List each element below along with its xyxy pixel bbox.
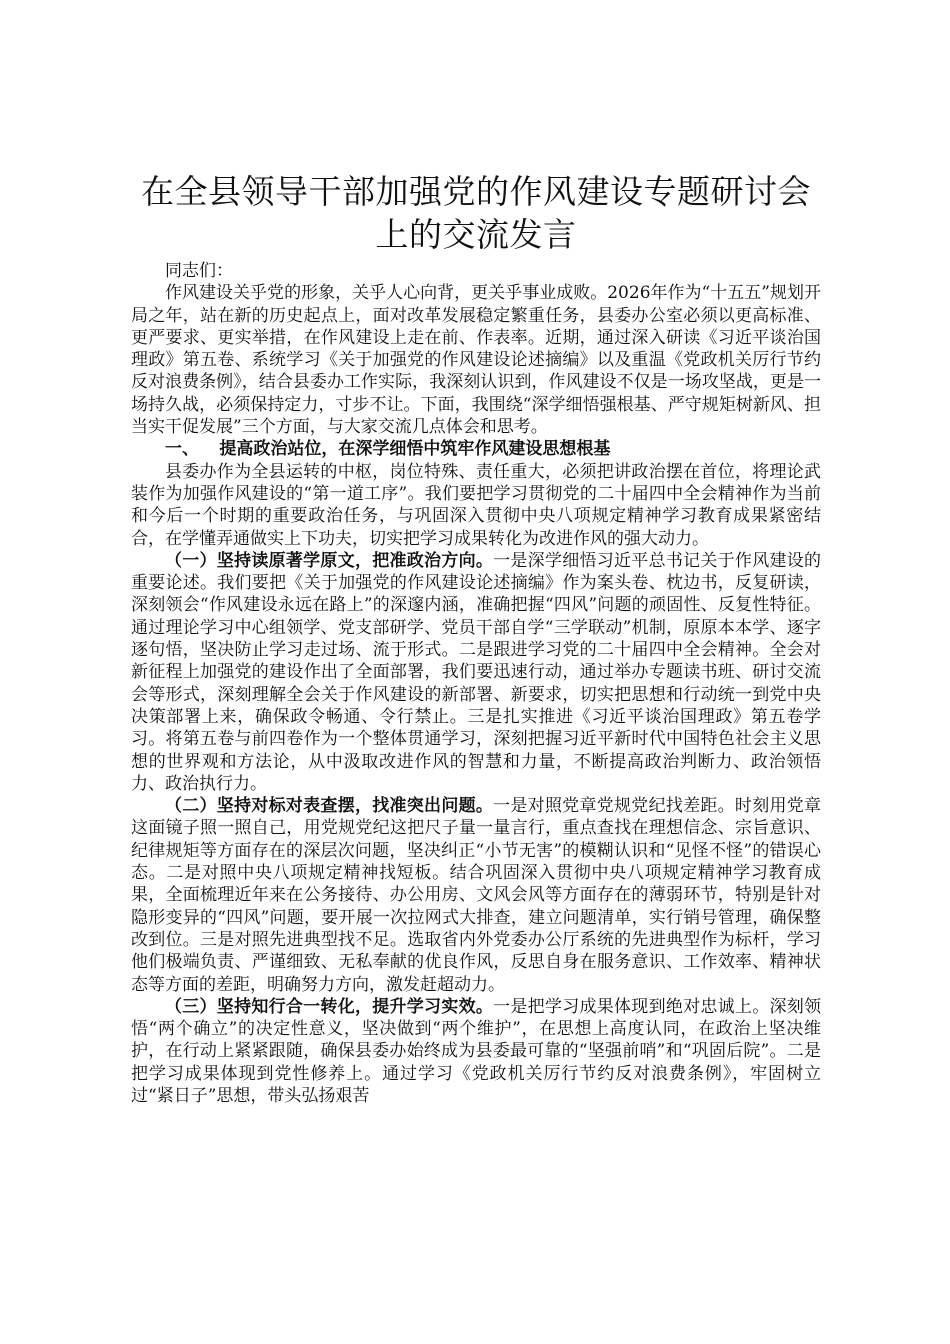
section-heading-1 [131,438,821,460]
document-page [131,170,821,1107]
subsection-2-body: 一是对照党章党规党纪找差距。时刻用党章这面镜子照一照自己，用党规党纪这把尺子量一量言行，重点查找在理想信念、宗旨意识、纪律规矩等方面存在的深层次问题，坚决纠正“小节无害”的模糊认识和“见怪不怪”的错误心态。二是对照中央八项规定精神找短板。结合巩固深入贯彻中央八项规定精神学习教育成果，全面梳理近年来在公务接待、办公用房、文风会风等方面存在的薄弱环节，特别是针对隐形变异的“四风”问题，要开展一次拉网式大排查，建立问题清单，实行销号管理，确保整改到位。三是对照先进典型找不足。选取省内外党委办公厅系统的先进典型作为标杆，学习他们极端负责、严谨细致、无私奉献的优良作风，反思自身在服务意识、工作效率、精神状态等方面的差距，明确努力方向，激发赶超动力。 [131,796,822,995]
salutation: 同志们： [165,261,233,281]
section-number: 一、 [165,439,199,460]
subsection-1-body: 一是深学细悟习近平总书记关于作风建设的重要论述。我们要把《关于加强党的作风建设论述摘编》作为案头卷、枕边书，反复研读，深刻领会“作风建设永远在路上”的深邃内涵，准确把握“四风”问题的顽固性、反复性特征。通过理论学习中心组领学、党支部研学、党员干部自学“三学联动”机制，原原本本学、逐字逐句悟，坚决防止学习走过场、流于形式。二是跟进学习党的二十届四中全会精神。全会对新征程上加强党的建设作出了全面部署，我们要迅速行动，通过举办专题读书班、研讨交流会等形式，深刻理解全会关于作风建设的新部署、新要求，切实把思想和行动统一到党中央决策部署上来，确保政令畅通、令行禁止。三是扎实推进《习近平谈治国理政》第五卷学习。将第五卷与前四卷作为一个整体贯通学习，深刻把握习近平新时代中国特色社会主义思想的世界观和方法论，从中汲取改进作风的智慧和力量，不断提高政治判断力、政治领悟力、政治执行力。 [131,550,822,794]
subsection-1-lead: （一）坚持读原著学原文，把准政治方向。 [165,550,494,571]
subsection-3-lead: （三）坚持知行合一转化，提升学习实效。 [165,996,494,1017]
subsection-2-paragraph [131,795,821,996]
intro-paragraph: 作风建设关乎党的形象，关乎人心向背，更关乎事业成败。2026年作为“十五五”规划开局之年，站在新的历史起点上，面对改革发展稳定繁重任务，县委办公室必须以更高标准、更严要求、更实举措，在作风建设上走在前、作表率。近期，通过深入研读《习近平谈治国理政》第五卷、系统学习《关于加强党的作风建设论述摘编》以及重温《党政机关厉行节约反对浪费条例》，结合县委办工作实际，我深刻认识到，作风建设不仅是一场攻坚战，更是一场持久战，必须保持定力，寸步不让。下面，我围绕“深学细悟强根基、严守规矩树新风、担当实干促发展”三个方面，与大家交流几点体会和思考。 [131,283,821,438]
section-heading-text: 提高政治站位，在深学细悟中筑牢作风建设思想根基 [219,439,611,460]
subsection-3-paragraph [131,996,821,1107]
section-1-paragraph: 县委办作为全县运转的中枢，岗位特殊、责任重大，必须把讲政治摆在首位，将理论武装作为加强作风建设的“第一道工序”。我们要把学习贯彻党的二十届四中全会精神作为当前和今后一个时期的重要政治任务，与巩固深入贯彻中央八项规定精神学习教育成果紧密结合，在学懂弄通做实上下功夫，切实把学习成果转化为改进作风的强大动力。 [131,461,821,549]
subsection-2-lead: （二）坚持对标对表查摆，找准突出问题。 [165,796,494,817]
subsection-1-paragraph [131,550,821,795]
document-title: 在全县领导干部加强党的作风建设专题研讨会上的交流发言 [141,172,811,254]
subsection-3-body: 一是把学习成果体现到绝对忠诚上。深刻领悟“两个确立”的决定性意义，坚决做到“两个维护”，在思想上高度认同，在政治上坚决维护，在行动上紧紧跟随，确保县委办始终成为县委最可靠的“坚强前哨”和“巩固后院”。二是把学习成果体现到党性修养上。通过学习《党政机关厉行节约反对浪费条例》，牢固树立过“紧日子”思想，带头弘扬艰苦 [131,996,822,1106]
